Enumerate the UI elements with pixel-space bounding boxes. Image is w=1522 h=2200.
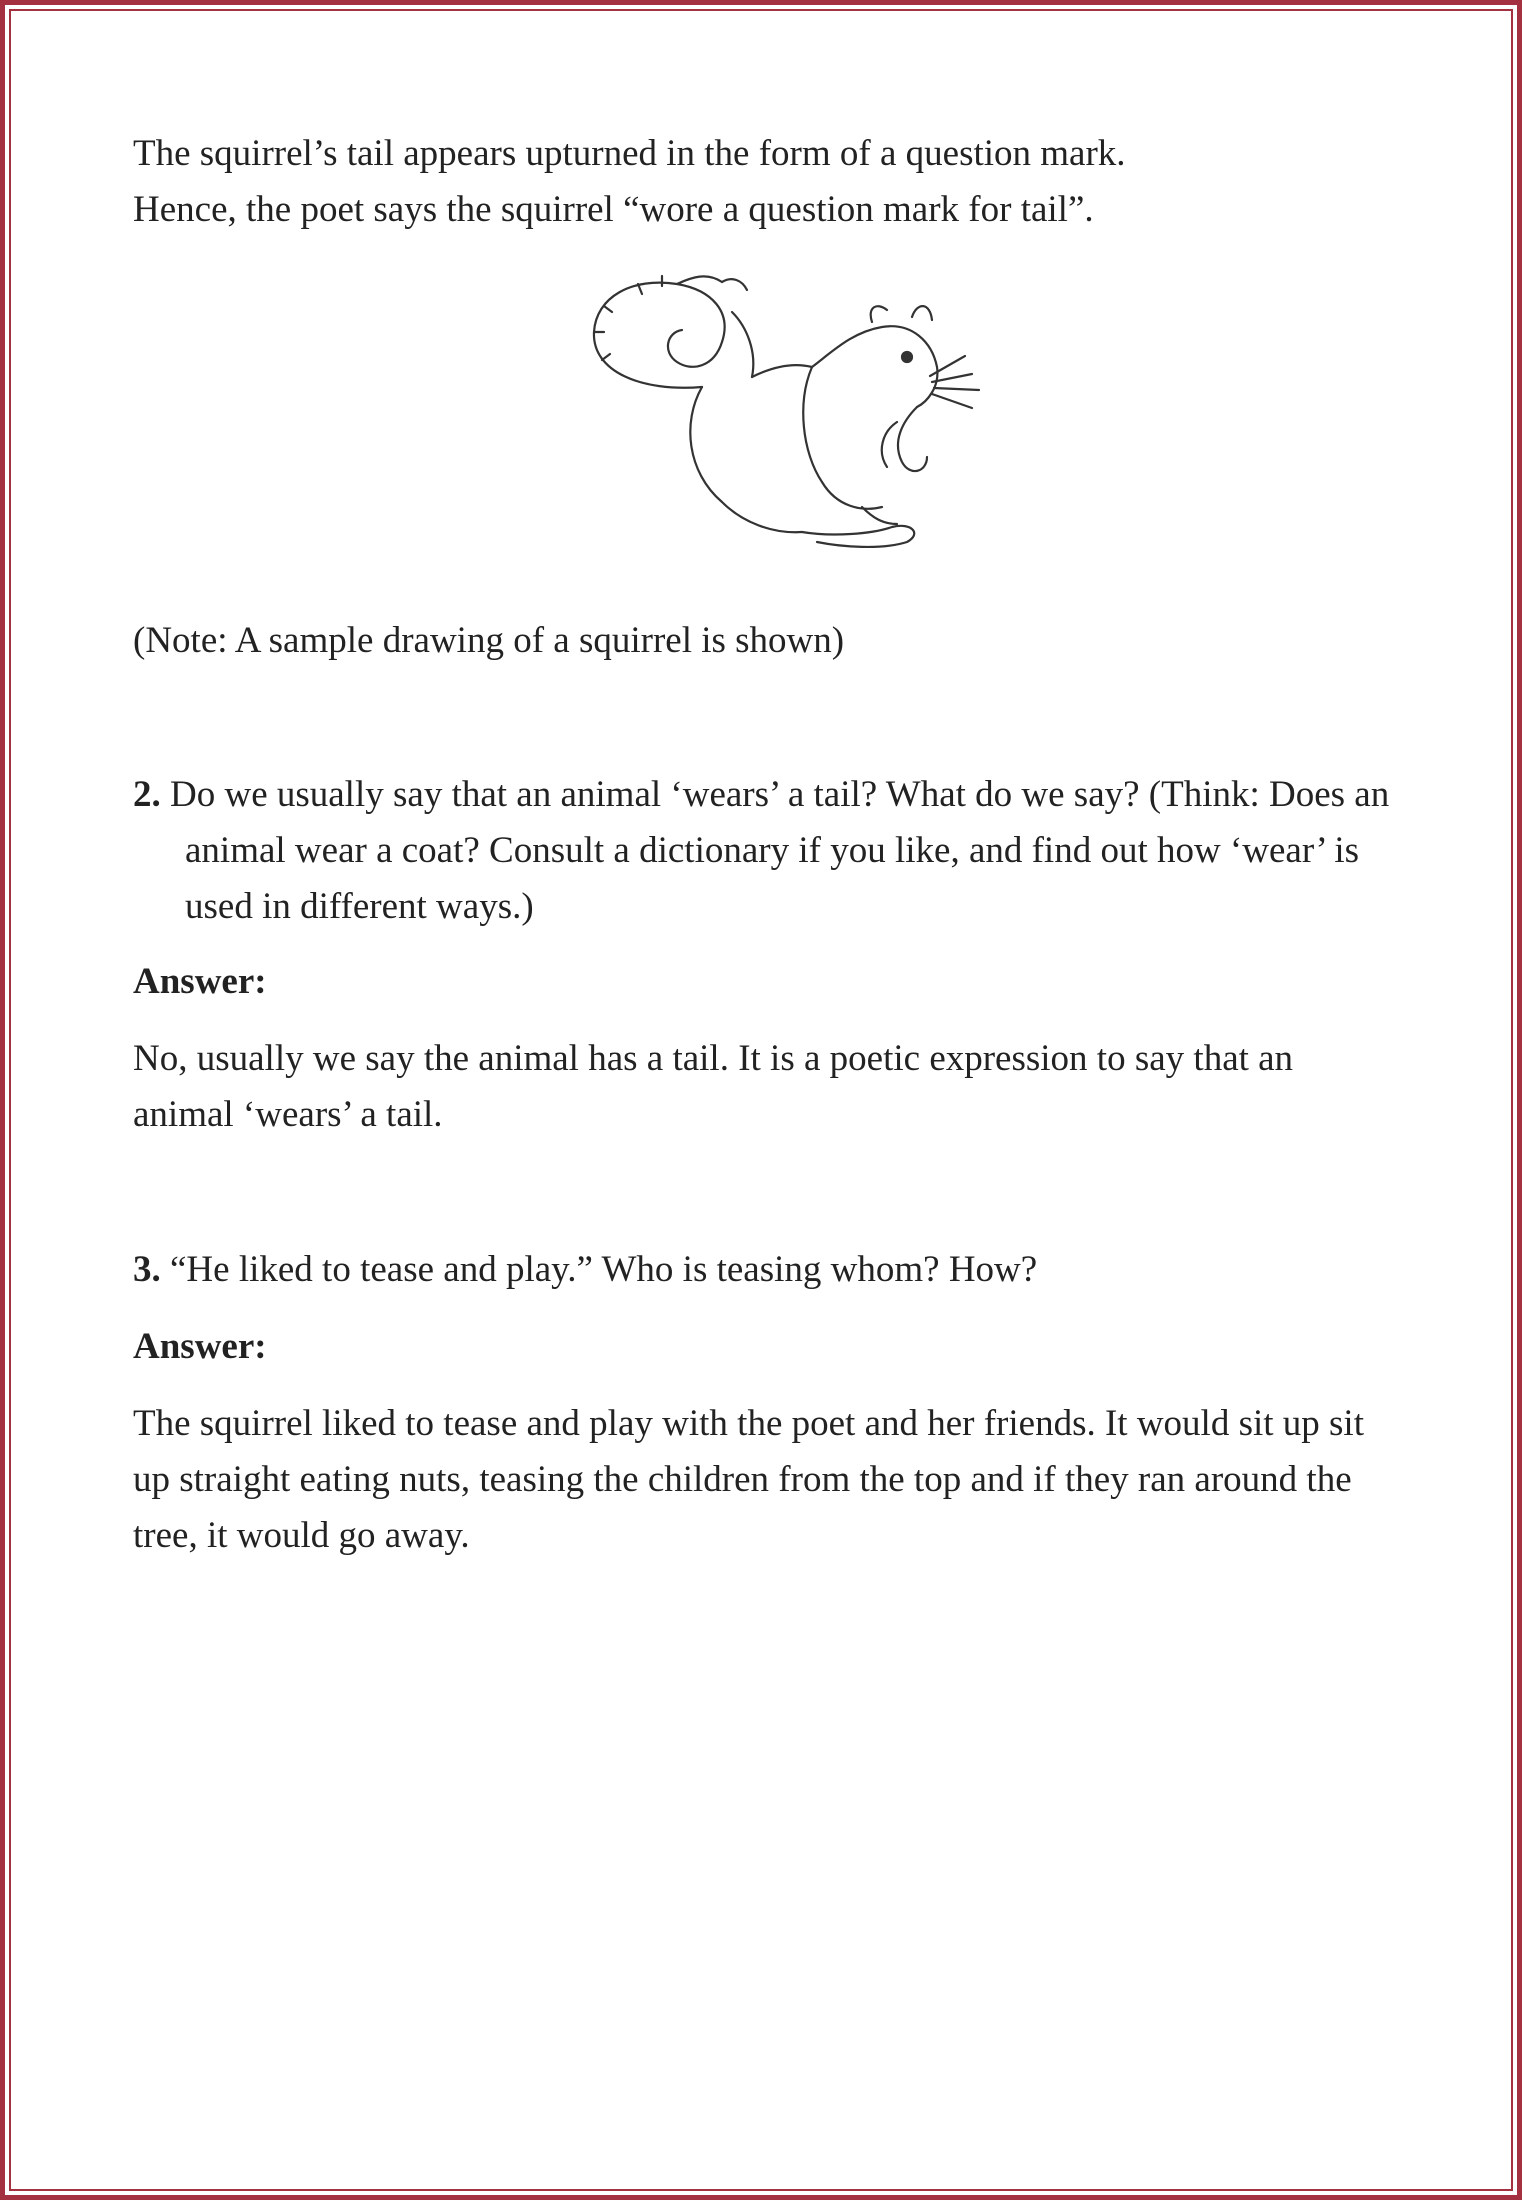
question-text: Do we usually say that an animal ‘wears’ a tail? What do we say? (Think: Does an animal wear a coat? Consult a dictionary if you like, and find out how ‘wear’ is used in different ways.): [170, 774, 1390, 927]
question-3: [133, 1242, 1415, 1298]
answer-label: Answer:: [133, 961, 267, 1002]
image-note: (Note: A sample drawing of a squirrel is shown): [133, 620, 845, 661]
question-text: “He liked to tease and play.” Who is teasing whom? How?: [170, 1249, 1038, 1290]
squirrel-drawing: [582, 272, 1012, 572]
answer-text: The squirrel liked to tease and play with the poet and her friends. It would sit up sit up straight eating nuts, teasing the children from the top and if they ran around the tree, it would go away.: [133, 1403, 1364, 1556]
intro-paragraph: [133, 126, 1363, 238]
intro-line: The squirrel’s tail appears upturned in the form of a question mark.: [133, 133, 1126, 174]
answer-text: No, usually we say the animal has a tail. It is a poetic expression to say that an animal ‘wears’ a tail.: [133, 1038, 1294, 1135]
intro-line: Hence, the poet says the squirrel “wore a question mark for tail”.: [133, 189, 1094, 230]
question-number: 3.: [133, 1249, 161, 1290]
question-number: 2.: [133, 774, 161, 815]
answer-label: Answer:: [133, 1326, 267, 1367]
question-2: [133, 767, 1415, 935]
